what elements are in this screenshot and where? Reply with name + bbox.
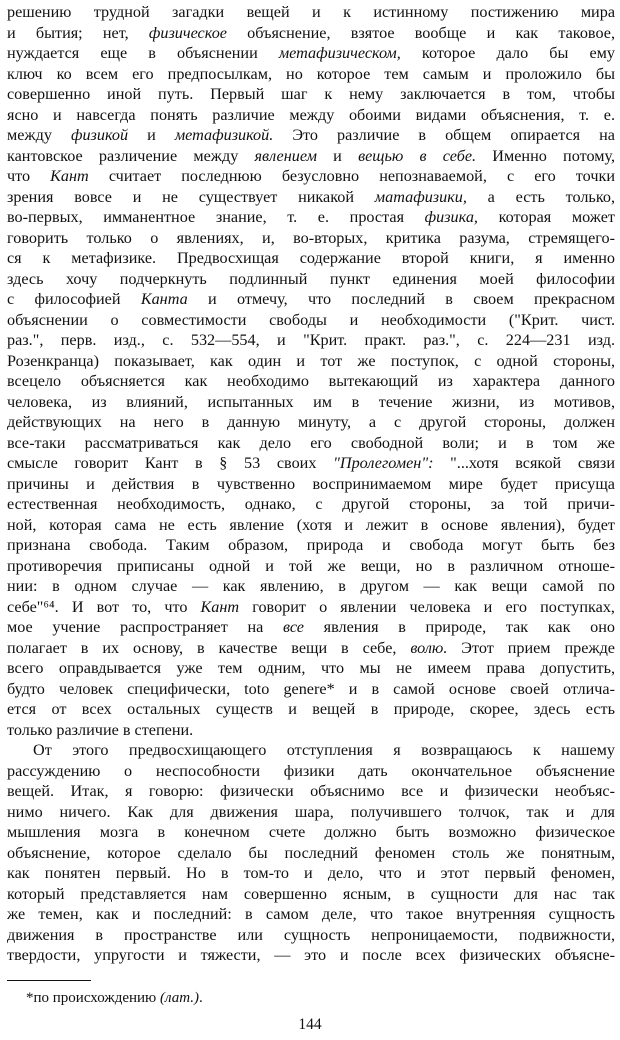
text-line: [7, 105, 615, 126]
emphasis-text: Канта: [140, 290, 188, 308]
text-segment: объяснение, взятое вообще и как таковое,: [226, 23, 615, 42]
text-segment: говорит о явлении человека и его поступках,: [239, 597, 615, 616]
text-segment: кантовское различение между: [7, 146, 255, 165]
text-line: [7, 925, 615, 946]
text-line: [7, 843, 615, 864]
text-line: [7, 433, 615, 454]
text-segment: считает последнюю безусловно непознаваемой, с его точки: [88, 167, 615, 185]
emphasis-text: физика,: [424, 208, 478, 226]
text-line: [7, 453, 615, 474]
text-line: [7, 761, 615, 782]
text-segment: объяснение, которое сделало бы последний феномен столь же понятным,: [7, 843, 615, 862]
text-segment: движения в пространстве или сущность непроницаемости, подвижности,: [7, 925, 615, 944]
footnote-text: *по происхождению: [26, 990, 161, 1006]
text-segment: вещей. Итак, я говорю: физически объяснимо все и физически необъяс-: [7, 782, 615, 800]
text-segment: ется от всех остальных существ и вещей в природе, скорее, здесь есть: [7, 700, 615, 718]
text-segment: и отмечу, что последний в своем прекрасном: [187, 290, 615, 308]
text-segment: во-первых, имманентное знание, т. е. простая: [7, 208, 425, 226]
footnote-language: (лат.): [160, 990, 199, 1006]
text-segment: ясно и навсегда понять различие между обоими видами объяснения, т. е.: [7, 105, 615, 124]
text-segment: раз.", перв. изд., с. 532—554, и "Крит. практ. раз.", с. 224—231 изд.: [7, 331, 615, 349]
text-segment: ной, которая сама не есть явление (хотя и лежит в основе явления), будет: [7, 515, 615, 534]
text-segment: которая может: [477, 208, 615, 226]
text-segment: что: [7, 167, 51, 185]
body-text: [7, 2, 615, 966]
emphasis-text: физическое: [148, 23, 227, 42]
text-segment: ключ ко всем его предпосылкам, но которое тем самым и проложило бы: [7, 64, 615, 83]
text-segment: объяснении о совместимости свободы и необходимости ("Крит. чист.: [7, 310, 615, 329]
footnote-end: .: [199, 990, 203, 1006]
text-line: [7, 781, 615, 802]
text-segment: действующих на него в данную минуту, а с другой стороны, должен: [7, 413, 615, 431]
text-line: [7, 289, 615, 310]
emphasis-text: все: [283, 618, 304, 636]
text-line: [7, 658, 615, 679]
text-segment: между: [7, 126, 71, 144]
text-segment: зрения вовсе и не существует никакой: [7, 187, 375, 206]
text-line: [7, 84, 615, 105]
text-segment: рассуждению о неспособности физики дать окончательное объяснение: [7, 761, 615, 780]
text-segment: себе"⁶⁴. И вот то, что: [7, 597, 201, 616]
text-line: [7, 146, 615, 167]
text-line: [7, 945, 615, 966]
text-line: [7, 535, 615, 556]
text-line: [7, 802, 615, 823]
footnote: [26, 989, 203, 1007]
emphasis-text: матафизики,: [374, 187, 467, 206]
text-segment: и: [128, 126, 175, 144]
text-segment: признана свобода. Таким образом, природа и свобода могут быть без: [7, 536, 615, 554]
text-segment: явления в природе, так как оно: [303, 618, 615, 636]
text-segment: Розенкранца) показывает, как один и тот же поступок, с одной стороны,: [7, 351, 615, 370]
text-segment: полагает в их основу, в качестве вещи в себе,: [7, 638, 411, 657]
text-line: [7, 330, 615, 351]
text-segment: здесь хочу подчеркнуть подлинный пункт единения моей философии: [7, 269, 615, 288]
text-segment: как понятен первый. Но в том-то и дело, что и этот первый феномен,: [7, 864, 615, 882]
text-segment: Этот прием прежде: [447, 638, 615, 657]
text-segment: естественная необходимость, однако, с другой стороны, за той причи-: [7, 495, 615, 513]
text-segment: человека, из влияний, испытанных им в течение жизни, из мотивов,: [7, 392, 615, 411]
footnote-divider: [7, 980, 91, 981]
text-segment: нимо ничего. Как для движения шара, получившего толчок, так и для: [7, 802, 615, 821]
emphasis-text: Кант: [50, 167, 89, 185]
text-line: [7, 351, 615, 372]
text-segment: все-таки рассматриваться как дело его свободной воли; и в том же: [7, 433, 615, 452]
emphasis-text: Кант: [200, 597, 240, 616]
text-segment: причины и действия в чувственно воспринимаемом мире будет присуща: [7, 474, 615, 493]
text-segment: всецело объясняется как необходимо вытекающий из характера данного: [7, 372, 615, 390]
emphasis-text: метафизикой.: [174, 126, 274, 144]
text-line: [7, 515, 615, 536]
text-line: [7, 740, 615, 761]
text-line: [7, 638, 615, 659]
text-line: [7, 269, 615, 290]
text-segment: решению трудной загадки вещей и к истинному постижению мира: [7, 3, 615, 21]
text-line: [7, 597, 615, 618]
text-line: [7, 884, 615, 905]
text-line: [7, 187, 615, 208]
text-line: [7, 23, 615, 44]
emphasis-text: метафизическом,: [278, 44, 401, 62]
text-line: [7, 228, 615, 249]
text-line: [7, 904, 615, 925]
text-line: [7, 392, 615, 413]
text-line: [7, 371, 615, 392]
text-line: [7, 679, 615, 700]
text-line: [7, 822, 615, 843]
emphasis-text: явлением: [254, 146, 317, 165]
text-line: [7, 166, 615, 187]
text-line: [7, 699, 615, 720]
text-segment: "...хотя всякой связи: [433, 454, 615, 472]
text-segment: ся к метафизике. Предвосхищая содержание второй книги, я именно: [7, 249, 615, 267]
text-segment: нуждается еще в объяснении: [7, 44, 279, 62]
text-segment: смысле говорит Кант в § 53 своих: [7, 454, 334, 472]
text-segment: говорить только о явлениях, и, во-вторых, критика разума, стремящего-: [7, 228, 615, 247]
text-line: [7, 43, 615, 64]
text-segment: же темен, как и последний: в самом деле, что такое внутренняя сущность: [7, 905, 615, 923]
text-segment: Это различие в общем опирается на: [273, 126, 615, 144]
text-segment: противоречия приписаны одной и той же вещи, но в различном отноше-: [7, 556, 615, 575]
text-line: [7, 310, 615, 331]
text-segment: а есть только,: [466, 187, 615, 206]
text-segment: будто человек специфически, toto genere* и в самой основе своей отлича-: [7, 679, 615, 698]
text-line: [7, 494, 615, 515]
page-number: 144: [298, 1016, 322, 1033]
text-line: [7, 248, 615, 269]
text-line: [7, 125, 615, 146]
text-segment: мое учение распространяет на: [7, 618, 283, 636]
text-segment: совершенно иной путь. Первый шаг к нему заключается в том, чтобы: [7, 85, 615, 103]
text-segment: нии: в одном случае — как явлению, в другом — как вещи самой по: [7, 577, 615, 595]
emphasis-text: вещью в себе.: [358, 146, 477, 165]
text-line: [7, 720, 615, 741]
text-line: [7, 207, 615, 228]
emphasis-text: волю.: [410, 638, 448, 657]
text-segment: только различие в степени.: [7, 720, 194, 739]
text-line: [7, 617, 615, 638]
text-segment: всего оправдывается уже тем одним, что мы не имеем права допустить,: [7, 659, 615, 677]
text-line: [7, 474, 615, 495]
text-segment: мышления мозга в конечном счете должно быть возможно физическое: [7, 823, 615, 841]
emphasis-text: "Пролегомен":: [333, 454, 434, 472]
text-segment: и: [316, 146, 359, 165]
text-line: [7, 64, 615, 85]
text-segment: Именно потому,: [476, 146, 615, 165]
emphasis-text: физикой: [70, 126, 129, 144]
text-line: [7, 2, 615, 23]
text-line: [7, 863, 615, 884]
text-segment: с философией: [7, 290, 141, 308]
text-line: [7, 412, 615, 433]
text-segment: который представляется нам совершенно ясным, в сущности для нас так: [7, 884, 615, 903]
text-segment: От этого предвосхищающего отступления я возвращаюсь к нашему: [33, 741, 615, 759]
text-segment: которое дало бы ему: [400, 44, 615, 62]
text-segment: твердости, упругости и тяжести, — это и после всех физических объясне-: [7, 946, 615, 964]
text-line: [7, 576, 615, 597]
text-line: [7, 556, 615, 577]
text-segment: и бытия; нет,: [7, 23, 149, 42]
